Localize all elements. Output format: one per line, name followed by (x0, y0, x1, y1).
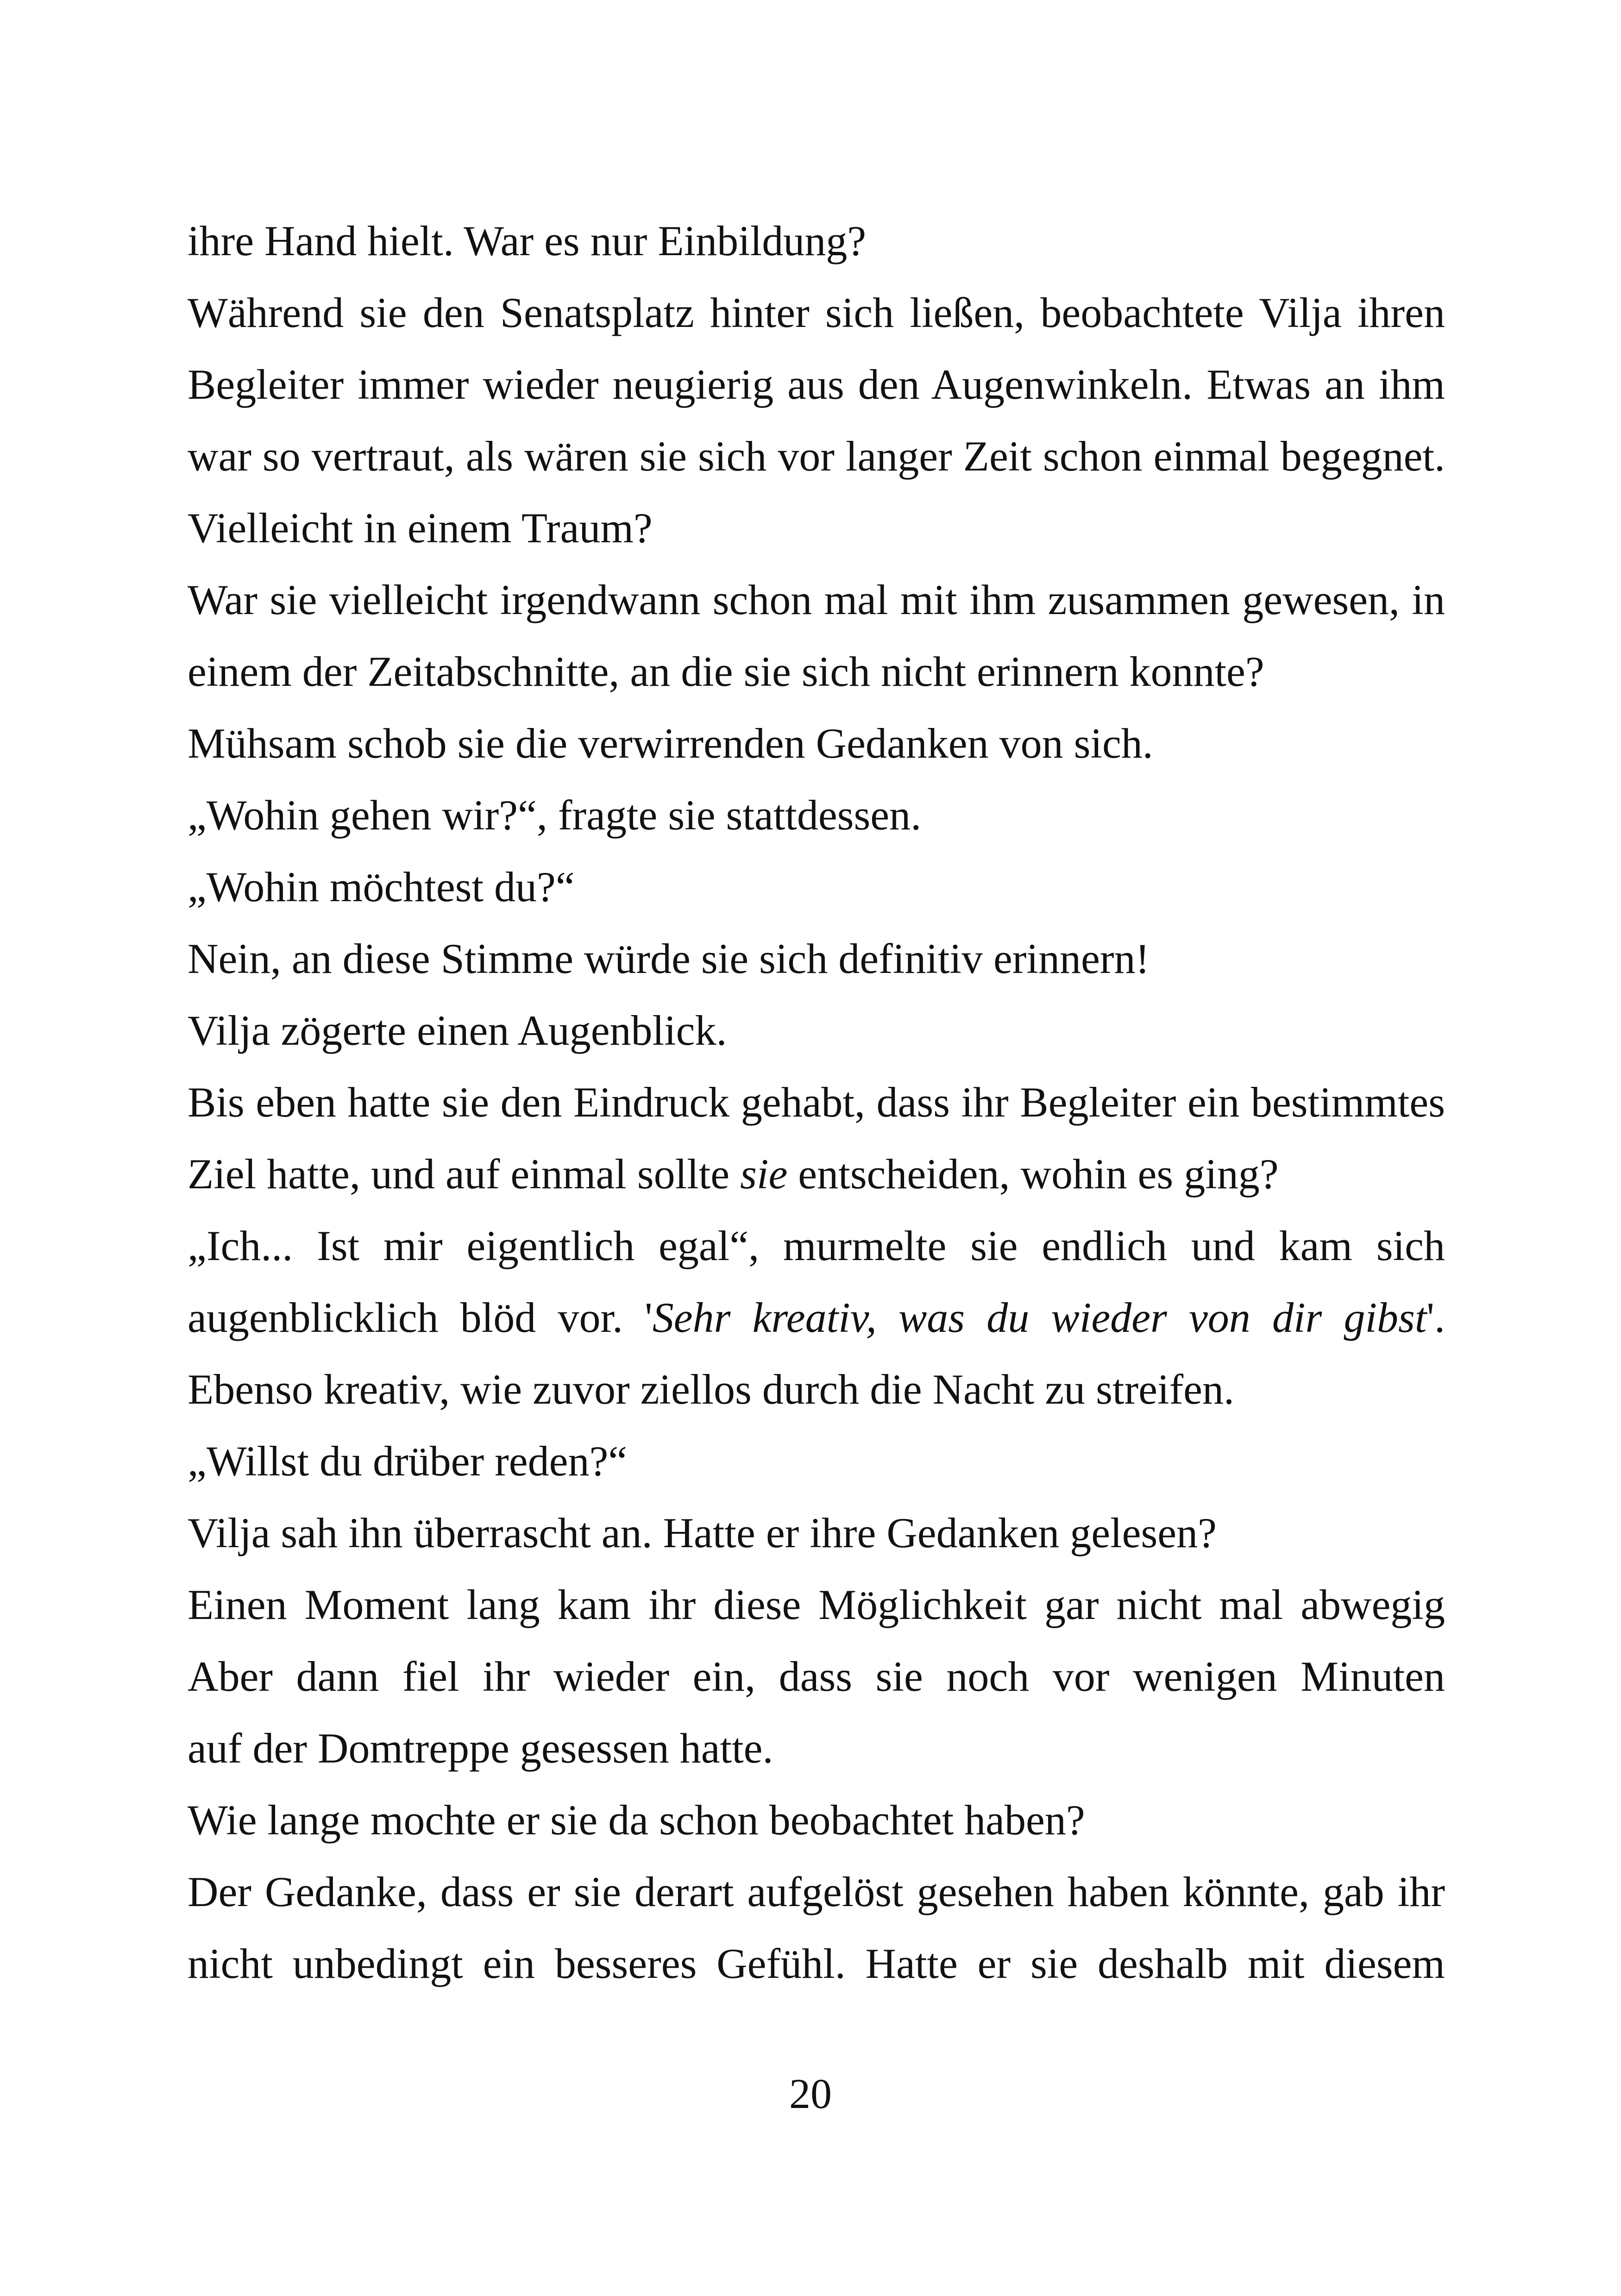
text-line: War sie vielleicht irgendwann schon mal mit ihm zusammen gewesen, in (188, 576, 1445, 623)
text-line: Vielleicht in einem Traum? (188, 504, 653, 552)
text-line: Bis eben hatte sie den Eindruck gehabt, dass ihr Begleiter ein bestimmtes (188, 1079, 1445, 1126)
text-line: Ebenso kreativ, wie zuvor ziellos durch die Nacht zu streifen. (188, 1366, 1234, 1413)
text-line: war so vertraut, als wären sie sich vor langer Zeit schon einmal begegnet. (188, 433, 1445, 480)
text-line: nicht unbedingt ein besseres Gefühl. Hatte er sie deshalb mit diesem (188, 1940, 1445, 1987)
text-line: einem der Zeitabschnitte, an die sie sich nicht erinnern konnte? (188, 648, 1264, 695)
italic-text: sie (740, 1150, 788, 1198)
text-line: „Wohin möchtest du?“ (188, 863, 575, 910)
text-segment: augenblicklich blöd vor. ' (188, 1294, 653, 1341)
text-line: Vilja sah ihn überrascht an. Hatte er ihre Gedanken gelesen? (188, 1509, 1217, 1556)
text-line: auf der Domtreppe gesessen hatte. (188, 1725, 773, 1772)
text-line: „Wohin gehen wir?“, fragte sie stattdessen. (188, 791, 922, 839)
italic-text: Sehr kreativ, was du wieder von dir gibst (652, 1294, 1427, 1341)
text-line: Einen Moment lang kam ihr diese Möglichkeit gar nicht mal abwegig (188, 1581, 1445, 1628)
text-line: Mühsam schob sie die verwirrenden Gedanken von sich. (188, 720, 1153, 767)
text-segment: Ziel hatte, und auf einmal sollte (188, 1150, 741, 1198)
text-line: Der Gedanke, dass er sie derart aufgelöst gesehen haben könnte, gab ihr (188, 1868, 1445, 1915)
text-line: ihre Hand hielt. War es nur Einbildung? (188, 217, 867, 264)
page-number: 20 (789, 2070, 832, 2117)
text-line: Wie lange mochte er sie da schon beobachtet haben? (188, 1796, 1085, 1844)
text-line: Begleiter immer wieder neugierig aus den Augenwinkeln. Etwas an ihm (188, 361, 1445, 408)
text-line (188, 1282, 1445, 1354)
text-line: „Ich... Ist mir eigentlich egal“, murmelte sie endlich und kam sich (188, 1222, 1445, 1269)
text-line: Vilja zögerte einen Augenblick. (188, 1007, 727, 1054)
body-text (188, 205, 1445, 2000)
text-line (188, 1138, 1445, 1210)
text-line: Nein, an diese Stimme würde sie sich definitiv erinnern! (188, 935, 1150, 982)
text-line: Während sie den Senatsplatz hinter sich ließen, beobachtete Vilja ihren (188, 289, 1445, 336)
text-line: „Willst du drüber reden?“ (188, 1437, 628, 1485)
text-segment: entscheiden, wohin es ging? (787, 1150, 1279, 1198)
text-segment: '. (1426, 1294, 1445, 1341)
text-line: Aber dann fiel ihr wieder ein, dass sie noch vor wenigen Minuten (188, 1653, 1445, 1700)
